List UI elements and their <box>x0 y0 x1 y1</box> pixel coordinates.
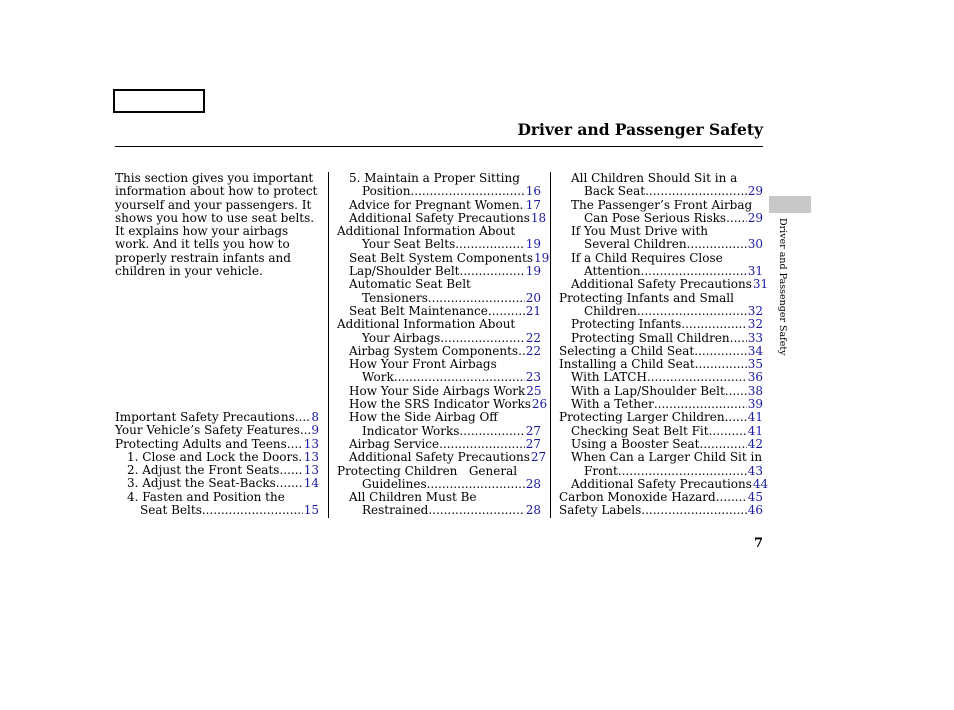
toc-column-2 <box>337 171 550 518</box>
toc-entry[interactable] <box>337 478 541 491</box>
toc-page-link[interactable]: 31 <box>747 264 763 279</box>
toc-entry-title: How Your Side Airbags Work <box>349 383 526 398</box>
toc-entry-title: Indicator Works <box>362 423 460 438</box>
toc-entry-title: Tensioners <box>362 290 428 305</box>
toc-page-link[interactable]: 35 <box>747 357 763 372</box>
toc-page-link[interactable]: 8 <box>311 410 319 424</box>
toc-page-link[interactable]: 13 <box>303 463 319 478</box>
toc-entry-title: Back Seat <box>584 184 646 199</box>
dot-leader <box>428 504 524 517</box>
dot-leader <box>394 371 525 384</box>
toc-entry-title: Protecting Larger Children <box>559 410 725 425</box>
toc-entry-title: Airbag Service <box>349 436 440 451</box>
toc-entry[interactable] <box>115 451 319 464</box>
toc-entry-title: The Passenger’s Front Airbag <box>571 197 753 212</box>
toc-entry <box>337 225 541 238</box>
toc-page-link[interactable]: 27 <box>525 423 541 438</box>
section-tab-label: Driver and Passenger Safety <box>777 218 788 356</box>
toc-entry <box>337 172 541 185</box>
dot-leader <box>410 185 524 198</box>
toc-entry-title: Important Safety Precautions <box>115 410 295 424</box>
toc-entry-title: Additional Information About <box>337 317 516 332</box>
toc-entry-title: Can Pose Serious Risks <box>584 210 727 225</box>
toc-entry <box>559 199 763 212</box>
toc-entry-title: Protecting Children General <box>337 463 518 478</box>
toc-entry <box>559 451 763 464</box>
toc-entry-title: Checking Seat Belt Fit <box>571 423 709 438</box>
toc-entry-title: Protecting Small Children <box>571 330 730 345</box>
toc-entry[interactable] <box>337 425 541 438</box>
toc-entry[interactable] <box>559 504 763 517</box>
toc-entry-title: With a Tether <box>571 397 654 412</box>
toc-entry[interactable] <box>559 277 769 292</box>
dot-leader <box>726 212 747 225</box>
toc-entry-title: Additional Safety Precautions <box>571 277 752 292</box>
toc-page-link[interactable]: 18 <box>530 210 547 225</box>
toc-page-link[interactable]: 29 <box>747 210 763 225</box>
toc-entry[interactable] <box>115 424 319 437</box>
toc-entry[interactable] <box>337 397 548 412</box>
toc-page-link[interactable]: 15 <box>303 503 319 518</box>
toc-page-link[interactable]: 33 <box>747 330 763 345</box>
toc-entry <box>559 292 763 305</box>
toc-entry[interactable] <box>337 199 541 212</box>
toc-page-link[interactable]: 14 <box>303 476 319 491</box>
toc-entry-title: Your Vehicle’s Safety Features <box>115 423 300 438</box>
toc-entry[interactable] <box>559 438 763 451</box>
toc-entry-title: Your Airbags <box>362 330 441 345</box>
toc-entry[interactable] <box>559 371 763 384</box>
dot-leader <box>709 425 747 438</box>
toc-entry <box>559 225 763 238</box>
toc-page-link[interactable]: 41 <box>747 423 763 438</box>
dot-leader <box>618 465 747 478</box>
toc-entry[interactable] <box>559 398 763 411</box>
toc-entry-title: Protecting Infants and Small <box>559 290 734 305</box>
column-divider <box>550 172 551 518</box>
dot-leader <box>440 332 524 345</box>
toc-entry-title: With a Lap/Shoulder Belt <box>571 383 725 398</box>
toc-page-link[interactable]: 38 <box>747 383 763 398</box>
toc-entry[interactable] <box>559 345 763 358</box>
toc-page-link[interactable]: 44 <box>752 476 769 491</box>
dot-leader <box>654 398 747 411</box>
toc-page-link[interactable]: 46 <box>747 503 763 518</box>
toc-entry <box>337 465 541 478</box>
column-divider <box>328 172 329 518</box>
page-number: 7 <box>754 536 764 551</box>
toc-entry-title: 5. Maintain a Proper Sitting <box>349 171 520 185</box>
toc-entry-title: Advice for Pregnant Women <box>349 197 520 212</box>
toc-entry[interactable] <box>115 464 319 477</box>
toc-entry[interactable] <box>559 491 763 504</box>
toc-page-link[interactable]: 19 <box>525 264 541 279</box>
toc-entry-title: If a Child Requires Close <box>571 250 723 265</box>
toc-page-link[interactable]: 20 <box>525 290 541 305</box>
dot-leader <box>460 265 525 278</box>
toc-page-link[interactable]: 27 <box>525 436 541 451</box>
toc-entry-title: Seat Belt System Components <box>349 250 534 265</box>
toc-entry[interactable] <box>337 332 541 345</box>
toc-entry-title: Protecting Infants <box>571 317 682 332</box>
toc-entry-title: 2. Adjust the Front Seats <box>127 463 280 478</box>
toc-page-link[interactable]: 16 <box>525 184 541 199</box>
toc-entry-title: Selecting a Child Seat <box>559 343 695 358</box>
toc-entry <box>337 358 541 371</box>
toc-entry[interactable] <box>115 504 319 517</box>
dot-leader <box>427 478 525 491</box>
toc-entry[interactable] <box>115 477 319 490</box>
toc-page-link[interactable]: 27 <box>530 450 547 465</box>
toc-page-link[interactable]: 28 <box>525 476 541 491</box>
toc-entry-title: Automatic Seat Belt <box>349 277 471 292</box>
toc-entry <box>337 491 541 504</box>
toc-entry[interactable] <box>337 385 541 398</box>
toc-page-link[interactable]: 31 <box>752 277 769 292</box>
toc-entry-title: 3. Adjust the Seat-Backs <box>127 476 276 491</box>
toc-entry[interactable] <box>337 250 550 265</box>
toc-column-3 <box>559 171 769 518</box>
toc-page-link[interactable]: 39 <box>747 397 763 412</box>
toc-page-link[interactable]: 32 <box>747 317 763 332</box>
toc-entry <box>115 491 319 504</box>
toc-page-link[interactable]: 34 <box>747 343 763 358</box>
toc-entry-title: Work <box>362 370 394 385</box>
toc-entry[interactable] <box>115 438 319 451</box>
toc-entry[interactable] <box>559 265 763 278</box>
dot-leader <box>287 438 303 451</box>
toc-entry-title: Lap/Shoulder Belt <box>349 264 460 279</box>
toc-page-link[interactable]: 45 <box>747 490 763 505</box>
toc-page-link[interactable]: 19 <box>525 237 541 252</box>
toc-page-link[interactable]: 17 <box>525 197 541 212</box>
header-box <box>113 89 205 113</box>
dot-leader <box>645 185 747 198</box>
toc-entry-title: Carbon Monoxide Hazard <box>559 490 716 505</box>
toc-entry-title: Seat Belt Maintenance <box>349 303 488 318</box>
toc-page-link[interactable]: 23 <box>525 370 541 385</box>
dot-leader <box>730 332 747 345</box>
toc-entry[interactable] <box>559 385 763 398</box>
header-rule <box>115 146 763 147</box>
toc-entry-title: Additional Safety Precautions <box>349 210 530 225</box>
toc-entry-title: Additional Information About <box>337 224 516 239</box>
toc-entry-title: Airbag System Components <box>349 343 519 358</box>
toc-entry-title: Using a Booster Seat <box>571 436 700 451</box>
toc-entry-title: How Your Front Airbags <box>349 357 497 372</box>
toc-entry-title: All Children Must Be <box>349 490 477 505</box>
toc-entry[interactable] <box>337 292 541 305</box>
toc-page-link[interactable]: 41 <box>747 410 763 425</box>
dot-leader <box>694 345 747 358</box>
toc-page-link[interactable]: 30 <box>747 237 763 252</box>
toc-entry[interactable] <box>559 465 763 478</box>
toc-entry[interactable] <box>337 185 541 198</box>
toc-entry-title: With LATCH <box>571 370 647 385</box>
toc-entry[interactable] <box>559 332 763 345</box>
toc-entry-title: Protecting Adults and Teens <box>115 436 287 451</box>
dot-leader <box>725 385 747 398</box>
toc-entry[interactable] <box>559 318 763 331</box>
dot-leader <box>518 345 525 358</box>
dot-leader <box>647 371 747 384</box>
toc-entry[interactable] <box>115 411 319 424</box>
toc-entry-title: Additional Safety Precautions <box>349 450 530 465</box>
toc-page-link[interactable]: 22 <box>525 330 541 345</box>
toc-entry[interactable] <box>337 305 541 318</box>
dot-leader <box>716 491 747 504</box>
toc-entry[interactable] <box>337 265 541 278</box>
toc-page-link[interactable]: 9 <box>311 423 319 438</box>
toc-entry[interactable] <box>559 411 763 424</box>
toc-entry-title: Guidelines <box>362 476 427 491</box>
intro-paragraph: This section gives you important information about how to protect yourself and your passengers. It shows you how to use seat belts. It explains how your airbags work. And it tells you how to properly restrain infants and children in your vehicle. <box>115 171 318 279</box>
toc-entry-title: All Children Should Sit in a <box>571 171 738 185</box>
toc-entry-title: 4. Fasten and Position the <box>127 489 285 504</box>
dot-leader <box>700 438 747 451</box>
toc-entry-title: Your Seat Belts <box>362 237 456 252</box>
toc-entry[interactable] <box>337 345 541 358</box>
dot-leader <box>202 504 303 517</box>
dot-leader <box>276 477 303 490</box>
toc-page-link[interactable]: 32 <box>747 303 763 318</box>
toc-page-link[interactable]: 25 <box>526 383 542 398</box>
toc-column-1 <box>115 411 319 517</box>
toc-page-link[interactable]: 13 <box>303 449 319 464</box>
dot-leader <box>641 504 746 517</box>
dot-leader <box>637 305 747 318</box>
dot-leader <box>439 438 525 451</box>
toc-entry <box>337 411 541 424</box>
dot-leader <box>459 425 524 438</box>
toc-entry[interactable] <box>337 238 541 251</box>
toc-entry-title: Additional Safety Precautions <box>571 476 752 491</box>
toc-entry-title: Children <box>584 303 637 318</box>
toc-page-link[interactable]: 36 <box>747 370 763 385</box>
toc-entry[interactable] <box>559 425 763 438</box>
dot-leader <box>279 464 302 477</box>
toc-entry-title: Restrained <box>362 503 429 518</box>
toc-entry[interactable] <box>337 504 541 517</box>
toc-entry[interactable] <box>559 238 763 251</box>
toc-entry-title: 1. Close and Lock the Doors <box>127 449 299 464</box>
toc-page-link[interactable]: 13 <box>303 436 319 451</box>
toc-entry-title: Installing a Child Seat <box>559 357 695 372</box>
toc-page-link[interactable]: 43 <box>747 463 763 478</box>
toc-page-link[interactable]: 26 <box>531 397 548 412</box>
dot-leader <box>687 238 747 251</box>
toc-entry-title: How the SRS Indicator Works <box>349 397 531 412</box>
toc-entry[interactable] <box>559 476 769 491</box>
page-title: Driver and Passenger Safety <box>517 120 763 139</box>
toc-entry-title: Position <box>362 184 411 199</box>
dot-leader <box>641 265 747 278</box>
toc-entry[interactable] <box>337 210 547 225</box>
toc-entry-title: How the Side Airbag Off <box>349 410 498 425</box>
toc-entry[interactable] <box>337 371 541 384</box>
toc-entry-title: Front <box>584 463 618 478</box>
toc-entry <box>559 252 763 265</box>
toc-entry[interactable] <box>559 358 763 371</box>
toc-entry <box>337 318 541 331</box>
dot-leader <box>455 238 524 251</box>
toc-page-link[interactable]: 42 <box>747 436 763 451</box>
toc-entry[interactable] <box>559 212 763 225</box>
toc-page-link[interactable]: 19 <box>534 250 550 265</box>
dot-leader <box>300 424 310 437</box>
toc-entry[interactable] <box>559 305 763 318</box>
toc-entry-title: If You Must Drive with <box>571 224 709 239</box>
dot-leader <box>428 292 525 305</box>
dot-leader <box>681 318 746 331</box>
toc-entry[interactable] <box>337 438 541 451</box>
toc-page-link[interactable]: 21 <box>525 303 541 318</box>
dot-leader <box>725 411 747 424</box>
toc-entry-title: Safety Labels <box>559 503 642 518</box>
toc-entry-title: Attention <box>584 264 641 279</box>
dot-leader <box>488 305 525 318</box>
dot-leader <box>295 411 311 424</box>
toc-entry[interactable] <box>559 185 763 198</box>
toc-entry <box>559 172 763 185</box>
dot-leader <box>695 358 747 371</box>
toc-entry-title: Several Children <box>584 237 687 252</box>
toc-page-link[interactable]: 29 <box>747 184 763 199</box>
section-tab <box>769 196 811 213</box>
toc-entry-title: Seat Belts <box>140 503 202 518</box>
toc-entry-title: When Can a Larger Child Sit in <box>571 450 763 465</box>
toc-entry[interactable] <box>337 450 547 465</box>
toc-page-link[interactable]: 28 <box>525 503 541 518</box>
toc-page-link[interactable]: 22 <box>525 343 541 358</box>
toc-entry <box>337 278 541 291</box>
